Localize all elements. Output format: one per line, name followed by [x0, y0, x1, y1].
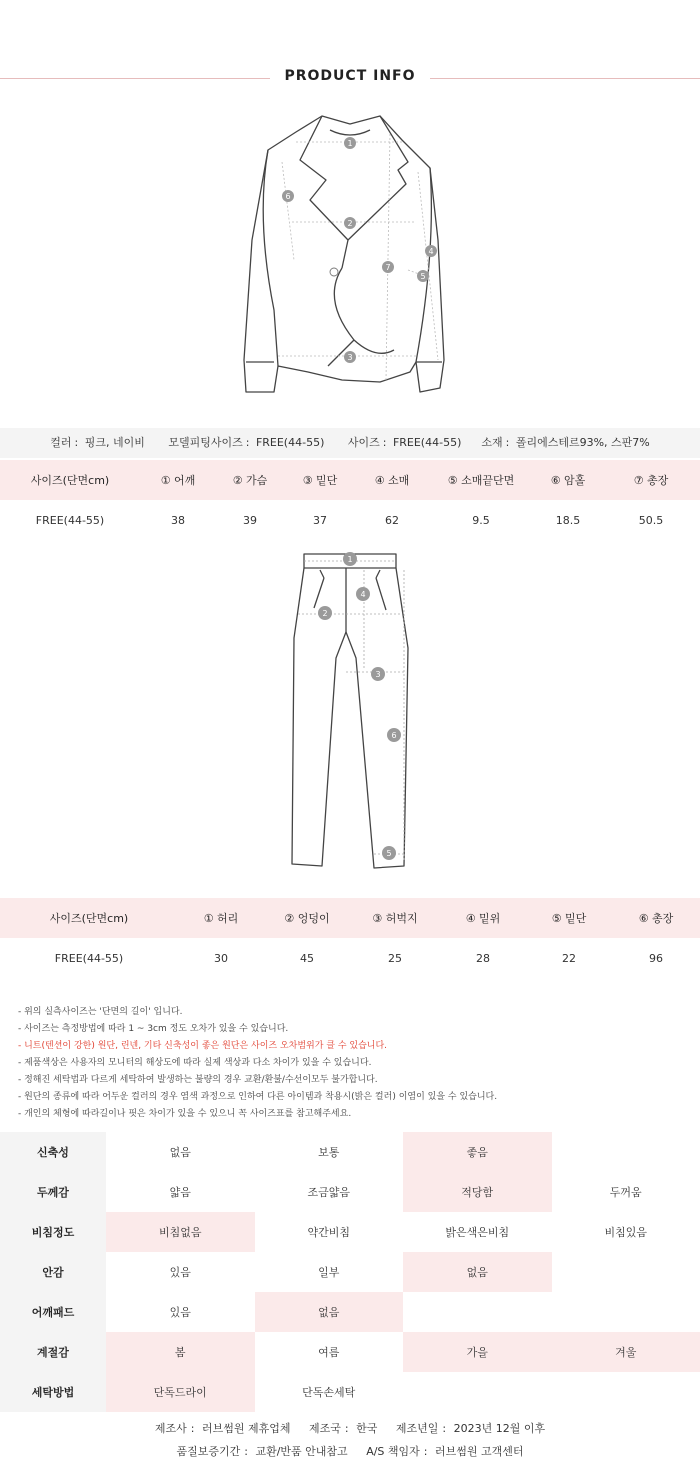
attribute-row-transparency	[0, 1212, 700, 1252]
table-cell: FREE(44-55)	[54, 951, 124, 965]
attribute-option: 있음	[169, 1266, 191, 1279]
jacket-marker-5: 5	[420, 272, 426, 281]
model-size-label: 모델피팅사이즈	[168, 436, 243, 449]
country-label: 제조국	[309, 1422, 341, 1435]
note-line: - 제품색상은 사용자의 모니터의 해상도에 따라 실제 색상과 다소 차이가 있을 수 있습니다.	[18, 1058, 372, 1068]
attribute-row-thickness	[0, 1172, 700, 1212]
table-row	[0, 938, 700, 978]
maker-value: 러브썸원 제휴업체	[202, 1422, 291, 1435]
maker-label: 제조사	[154, 1422, 187, 1435]
jacket-marker-6: 6	[285, 192, 291, 201]
attribute-option-selected: 없음	[255, 1292, 404, 1332]
attribute-option: 조금얇음	[307, 1186, 350, 1199]
as-value: 러브썸원 고객센터	[434, 1445, 524, 1458]
jacket-marker-4: 4	[428, 247, 434, 256]
title-divider-right	[430, 78, 700, 79]
attribute-option	[552, 1132, 700, 1172]
size-notes	[18, 1004, 497, 1123]
table-cell: 96	[649, 951, 663, 965]
table-cell: 62	[385, 513, 399, 527]
table-header: ② 엉덩이	[264, 898, 350, 938]
attribute-option-selected: 단독드라이	[106, 1372, 255, 1412]
table-header: 사이즈(단면cm)	[0, 460, 140, 500]
note-line: - 정해진 세탁법과 다르게 세탁하여 발생하는 불량의 경우 교환/환불/수선이모두 불가합니다.	[18, 1075, 378, 1085]
color-value: 핑크, 네이비	[84, 436, 145, 449]
attribute-name: 안감	[0, 1252, 106, 1292]
attribute-option: 있음	[169, 1306, 191, 1319]
table-cell: FREE(44-55)	[35, 513, 105, 527]
attribute-name: 신축성	[0, 1132, 106, 1172]
as-label: A/S 책임자	[366, 1445, 420, 1458]
jacket-marker-7: 7	[385, 263, 391, 272]
attribute-option: 얇음	[169, 1186, 191, 1199]
attribute-option: 없음	[169, 1146, 191, 1159]
attribute-option-selected: 겨울	[552, 1332, 700, 1372]
note-line: - 사이즈는 측정방법에 따라 1 ~ 3cm 정도 오차가 있을 수 있습니다.	[18, 1024, 289, 1034]
jacket-size-table	[0, 460, 700, 540]
attribute-option: 비침있음	[604, 1226, 647, 1239]
warranty-info: 품질보증기간 : 교환/반품 안내참고 A/S 책임자 : 러브썸원 고객센터	[176, 1445, 524, 1458]
size-value: FREE(44-55)	[392, 436, 462, 449]
table-cell: 9.5	[472, 513, 490, 527]
attribute-option: 두꺼움	[609, 1186, 642, 1199]
attribute-option: 여름	[318, 1346, 340, 1359]
warranty-label: 품질보증기간	[176, 1445, 241, 1458]
table-header: ③ 허벅지	[350, 898, 440, 938]
table-cell: 50.5	[638, 513, 664, 527]
attribute-option	[552, 1372, 700, 1412]
manufacturer-info: 제조사 : 러브썸원 제휴업체 제조국 : 한국 제조년일 : 2023년 12월 이후	[154, 1422, 546, 1435]
attribute-row-season	[0, 1332, 700, 1372]
attribute-option	[552, 1292, 700, 1332]
attribute-option	[403, 1372, 552, 1412]
table-header: ⑥ 총장	[612, 898, 700, 938]
product-spec-line: 컬러 : 핑크, 네이비 모델피팅사이즈 : FREE(44-55) 사이즈 : FREE(44-55) 소재 : 폴리에스테르93%, 스판7%	[0, 428, 700, 458]
date-value: 2023년 12월 이후	[453, 1422, 546, 1435]
table-cell: 22	[562, 951, 576, 965]
table-row	[0, 500, 700, 540]
attribute-option-selected: 없음	[403, 1252, 552, 1292]
attribute-option: 보통	[318, 1146, 340, 1159]
pants-size-table	[0, 898, 700, 978]
model-size-value: FREE(44-55)	[255, 436, 325, 449]
pants-illustration	[280, 548, 420, 872]
jacket-marker-2: 2	[347, 219, 353, 228]
table-cell: 37	[313, 513, 327, 527]
date-label: 제조년일	[395, 1422, 439, 1435]
pants-marker-6: 6	[391, 731, 397, 740]
attribute-row-stretch	[0, 1132, 700, 1172]
attribute-row-lining	[0, 1252, 700, 1292]
attribute-name: 계절감	[0, 1332, 106, 1372]
table-cell: 38	[171, 513, 185, 527]
attribute-name: 세탁방법	[0, 1372, 106, 1412]
attribute-option-selected: 적당함	[403, 1172, 552, 1212]
table-cell: 39	[243, 513, 257, 527]
pants-marker-3: 3	[375, 670, 381, 679]
note-line: - 개인의 체형에 따라길이나 핏은 차이가 있을 수 있으니 꼭 사이즈표를 참고해주세요.	[18, 1109, 352, 1119]
size-label: 사이즈	[347, 436, 380, 449]
pants-marker-5: 5	[386, 849, 392, 858]
attribute-option	[403, 1292, 552, 1332]
attribute-option: 밝은색은비침	[445, 1226, 510, 1239]
attribute-option	[552, 1252, 700, 1292]
attribute-name: 어깨패드	[0, 1292, 106, 1332]
table-cell: 45	[300, 951, 314, 965]
warranty-value: 교환/반품 안내참고	[255, 1445, 348, 1458]
color-label: 컬러	[50, 436, 72, 449]
note-line: - 위의 실측사이즈는 '단면의 길이' 입니다.	[18, 1007, 183, 1017]
attribute-name: 두께감	[0, 1172, 106, 1212]
table-header: ⑥ 암홀	[534, 460, 602, 500]
attribute-name: 비침정도	[0, 1212, 106, 1252]
attribute-option-selected: 봄	[106, 1332, 255, 1372]
table-header: ④ 소매	[356, 460, 428, 500]
table-cell: 30	[214, 951, 228, 965]
table-cell: 25	[388, 951, 402, 965]
section-title-bar	[0, 60, 700, 96]
pants-marker-2: 2	[322, 609, 328, 618]
attribute-option-selected: 가을	[403, 1332, 552, 1372]
table-header: ① 어깨	[140, 460, 216, 500]
attribute-option: 약간비침	[307, 1226, 350, 1239]
table-header: ① 허리	[178, 898, 264, 938]
attribute-option: 일부	[318, 1266, 340, 1279]
note-line-warning: - 니트(텐션이 강한) 원단, 린넨, 기타 신축성이 좋은 원단은 사이즈 오차범위가 클 수 있습니다.	[18, 1041, 388, 1051]
attribute-option: 단독손세탁	[302, 1386, 356, 1399]
attribute-row-shoulder-pad	[0, 1292, 700, 1332]
jacket-marker-3: 3	[347, 353, 353, 362]
country-value: 한국	[356, 1422, 378, 1435]
fabric-attributes-table	[0, 1132, 700, 1412]
attribute-option-selected: 좋음	[403, 1132, 552, 1172]
note-line: - 원단의 종류에 따라 어두운 컬러의 경우 염색 과정으로 인하여 다른 아이템과 착용시(밝은 컬러) 이염이 있을 수 있습니다.	[18, 1092, 498, 1102]
table-cell: 18.5	[555, 513, 581, 527]
table-header: ④ 밑위	[440, 898, 526, 938]
pants-marker-1: 1	[347, 555, 353, 564]
table-header: 사이즈(단면cm)	[0, 898, 178, 938]
table-header: ③ 밑단	[284, 460, 356, 500]
table-header-row	[0, 460, 700, 500]
jacket-illustration	[230, 110, 470, 400]
title-divider-left	[0, 78, 270, 79]
attribute-option-selected: 비침없음	[106, 1212, 255, 1252]
table-header: ⑤ 소매끝단면	[428, 460, 534, 500]
table-header: ⑦ 총장	[602, 460, 700, 500]
pants-marker-4: 4	[360, 590, 366, 599]
table-header-row	[0, 898, 700, 938]
table-header: ② 가슴	[216, 460, 284, 500]
material-value: 폴리에스테르93%, 스판7%	[515, 436, 650, 449]
material-label: 소재	[481, 436, 503, 449]
page-title: PRODUCT INFO	[284, 68, 416, 84]
table-cell: 28	[476, 951, 490, 965]
table-header: ⑤ 밑단	[526, 898, 612, 938]
jacket-marker-1: 1	[347, 139, 353, 148]
attribute-row-washing	[0, 1372, 700, 1412]
